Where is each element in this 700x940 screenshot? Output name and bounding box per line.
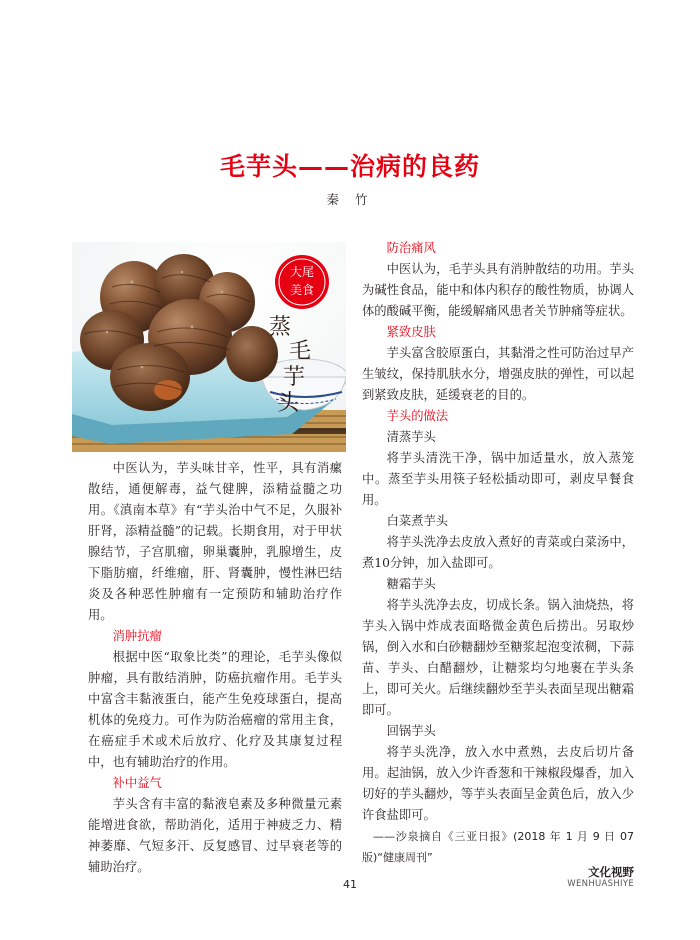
dish-name-char: 毛 — [288, 339, 312, 364]
dish-name-char: 蒸 — [268, 315, 292, 340]
section-paragraph: 芋头富含胶原蛋白，其黏滑之性可防治过早产生皱纹，保持肌肤水分，增强皮肤的弹性，可以起到紧致皮肤，延缓衰老的目的。 — [362, 346, 634, 402]
recipes-heading: 芋头的做法 — [386, 409, 449, 423]
page-number: 41 — [343, 878, 357, 891]
section-paragraph: 芋头含有丰富的黏液皂素及多种微量元素能增进食欲，帮助消化，适用于神疲乏力、精神萎靡、气短多汗、反复感冒、过早衰老等的辅助治疗。 — [88, 797, 342, 874]
article-author: 秦 竹 — [326, 192, 374, 207]
recipe-text: 将芋头洗净去皮放入煮好的青菜或白菜汤中，煮10分钟，加入盐即可。 — [362, 535, 634, 570]
recipe-text: 将芋头清洗干净，锅中加适量水，放入蒸笼中。蒸至芋头用筷子轻松插动即可，剥皮早餐食用。 — [362, 451, 634, 507]
recipe-name: 糖霜芋头 — [386, 577, 436, 591]
article-title: 毛芋头——治病的良药 — [219, 152, 480, 181]
right-column — [362, 238, 634, 868]
section-paragraph: 中医认为，毛芋头具有消肿散结的功用。芋头为碱性食品，能中和体内积存的酸性物质，协调人体的酸碱平衡，能缓解痛风患者关节肿痛等症状。 — [362, 262, 634, 318]
intro-paragraph: 中医认为，芋头味甘辛，性平，具有消瘰散结，通便解毒，益气健脾，添精益髓之功用。《滇南本草》有“芋头治中气不足，久服补肝肾，添精益髓”的记载。长期食用，对于甲状腺结节，子宫肌瘤，卵巢囊肿，乳腺增生，皮下脂肪瘤，纤维瘤，肝、肾囊肿，慢性淋巴结炎及各种恶性肿瘤有一定预防和辅助治疗作用。 — [88, 461, 342, 622]
section-heading: 防治痛风 — [386, 241, 436, 255]
section-heading: 紧致皮肤 — [386, 325, 436, 339]
recipe-text: 将芋头洗净，放入水中煮熟，去皮后切片备用。起油锅，放入少许香葱和干辣椒段爆香，加入切好的芋头翻炒，等芋头表面呈金黄色后，放入少许食盐即可。 — [362, 745, 634, 822]
recipe-name: 回锅芋头 — [386, 724, 436, 738]
dish-name-char: 芋 — [282, 365, 306, 390]
stamp-text-top: 大尾 — [289, 265, 315, 279]
left-column — [88, 458, 342, 878]
section-heading: 补中益气 — [112, 776, 162, 790]
brand-stamp — [275, 255, 329, 309]
stamp-text-bottom: 美食 — [289, 283, 315, 297]
dish-name-char: 头 — [276, 391, 300, 416]
recipe-name: 白菜煮芋头 — [386, 514, 449, 528]
column-pinyin: WENHUASHIYE — [567, 879, 634, 889]
section-paragraph: 根据中医“取象比类”的理论，毛芋头像似肿瘤，具有散结消肿，防癌抗瘤作用。毛芋头中富含丰黏液蛋白，能产生免疫球蛋白，提高机体的免疫力。可作为防治癌瘤的常用主食，在癌症手术或术后放疗、化疗及其康复过程中，也有辅助治疗的作用。 — [88, 650, 342, 769]
source-citation: ——沙泉摘自《三亚日报》(2018 年 1 月 9 日 07 版)“健康周刊” — [362, 830, 634, 864]
recipe-name: 清蒸芋头 — [386, 430, 436, 444]
section-heading: 消肿抗瘤 — [112, 629, 162, 643]
taro-photo — [72, 242, 346, 452]
recipe-text: 将芋头洗净去皮，切成长条。锅入油烧热，将芋头入锅中炸成表面略微金黄色后捞出。另取炒锅，倒入水和白砂糖翻炒至糖浆起泡变浓稠，下蒜苗、芋头、白醋翻炒，让糖浆均匀地裹在芋头条上，即可关火。后继续翻炒至芋头表面呈现出糖霜即可。 — [362, 598, 634, 717]
column-name: 文化视野 — [588, 865, 634, 879]
